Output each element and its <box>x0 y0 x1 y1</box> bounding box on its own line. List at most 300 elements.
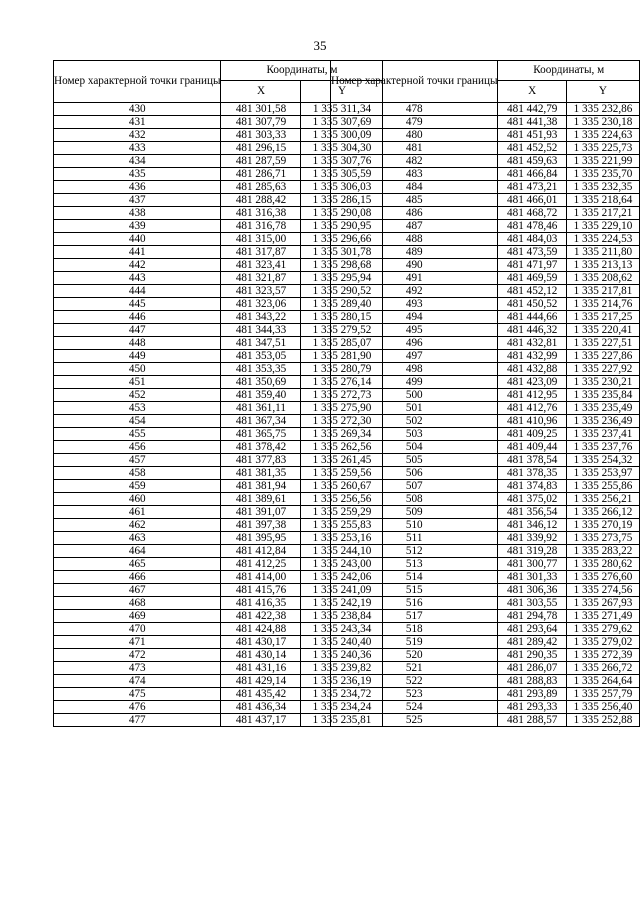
cell-point-number: 474 <box>54 675 221 688</box>
cell-point-number: 435 <box>54 168 221 181</box>
cell-y: 1 335 224,53 <box>566 233 639 246</box>
cell-y: 1 335 270,19 <box>566 519 639 532</box>
cell-x: 481 347,51 <box>221 337 301 350</box>
header-x: X <box>221 81 301 103</box>
cell-point-number: 513 <box>331 558 498 571</box>
table-row <box>331 142 640 155</box>
cell-point-number: 487 <box>331 220 498 233</box>
table-row <box>331 610 640 623</box>
table-row <box>331 311 640 324</box>
cell-x: 481 430,14 <box>221 649 301 662</box>
cell-x: 481 459,63 <box>498 155 566 168</box>
cell-point-number: 501 <box>331 402 498 415</box>
cell-point-number: 519 <box>331 636 498 649</box>
cell-y: 1 335 267,93 <box>566 597 639 610</box>
cell-y: 1 335 255,86 <box>566 480 639 493</box>
table-row <box>331 597 640 610</box>
cell-y: 1 335 235,70 <box>566 168 639 181</box>
cell-x: 481 452,52 <box>498 142 566 155</box>
cell-y: 1 335 279,62 <box>566 623 639 636</box>
cell-y: 1 335 280,62 <box>566 558 639 571</box>
cell-point-number: 454 <box>54 415 221 428</box>
cell-point-number: 503 <box>331 428 498 441</box>
cell-y: 1 335 272,30 <box>301 415 383 428</box>
table-row <box>331 480 640 493</box>
cell-y: 1 335 235,81 <box>301 714 383 727</box>
cell-x: 481 473,21 <box>498 181 566 194</box>
cell-x: 481 339,92 <box>498 532 566 545</box>
cell-y: 1 335 227,51 <box>566 337 639 350</box>
cell-point-number: 465 <box>54 558 221 571</box>
cell-x: 481 432,81 <box>498 337 566 350</box>
table-row <box>331 207 640 220</box>
cell-point-number: 462 <box>54 519 221 532</box>
cell-point-number: 449 <box>54 350 221 363</box>
cell-x: 481 350,69 <box>221 376 301 389</box>
cell-point-number: 524 <box>331 701 498 714</box>
table-row <box>331 584 640 597</box>
cell-x: 481 287,59 <box>221 155 301 168</box>
cell-x: 481 415,76 <box>221 584 301 597</box>
cell-point-number: 485 <box>331 194 498 207</box>
cell-point-number: 466 <box>54 571 221 584</box>
cell-y: 1 335 225,73 <box>566 142 639 155</box>
cell-y: 1 335 266,12 <box>566 506 639 519</box>
table-row <box>331 714 640 727</box>
cell-x: 481 442,79 <box>498 103 566 116</box>
cell-x: 481 412,95 <box>498 389 566 402</box>
cell-x: 481 414,00 <box>221 571 301 584</box>
cell-point-number: 458 <box>54 467 221 480</box>
cell-point-number: 433 <box>54 142 221 155</box>
table-row <box>331 363 640 376</box>
table-row <box>331 389 640 402</box>
cell-y: 1 335 256,56 <box>301 493 383 506</box>
cell-y: 1 335 283,22 <box>566 545 639 558</box>
cell-x: 481 430,17 <box>221 636 301 649</box>
cell-x: 481 423,09 <box>498 376 566 389</box>
cell-x: 481 451,93 <box>498 129 566 142</box>
table-row <box>331 675 640 688</box>
cell-y: 1 335 281,90 <box>301 350 383 363</box>
table-row <box>331 467 640 480</box>
cell-y: 1 335 217,81 <box>566 285 639 298</box>
cell-y: 1 335 214,76 <box>566 298 639 311</box>
cell-y: 1 335 236,49 <box>566 415 639 428</box>
cell-point-number: 493 <box>331 298 498 311</box>
cell-y: 1 335 280,15 <box>301 311 383 324</box>
cell-point-number: 490 <box>331 259 498 272</box>
cell-x: 481 306,36 <box>498 584 566 597</box>
cell-x: 481 416,35 <box>221 597 301 610</box>
cell-y: 1 335 234,24 <box>301 701 383 714</box>
cell-point-number: 459 <box>54 480 221 493</box>
cell-x: 481 343,22 <box>221 311 301 324</box>
cell-point-number: 467 <box>54 584 221 597</box>
cell-x: 481 323,06 <box>221 298 301 311</box>
cell-point-number: 496 <box>331 337 498 350</box>
cell-point-number: 451 <box>54 376 221 389</box>
cell-x: 481 288,57 <box>498 714 566 727</box>
table-row <box>331 233 640 246</box>
header-x: X <box>498 81 566 103</box>
cell-point-number: 443 <box>54 272 221 285</box>
cell-x: 481 378,35 <box>498 467 566 480</box>
cell-point-number: 512 <box>331 545 498 558</box>
cell-y: 1 335 295,94 <box>301 272 383 285</box>
cell-y: 1 335 307,69 <box>301 116 383 129</box>
cell-x: 481 286,07 <box>498 662 566 675</box>
cell-x: 481 367,34 <box>221 415 301 428</box>
cell-y: 1 335 256,21 <box>566 493 639 506</box>
cell-x: 481 375,02 <box>498 493 566 506</box>
cell-y: 1 335 276,60 <box>566 571 639 584</box>
cell-x: 481 444,66 <box>498 311 566 324</box>
cell-point-number: 521 <box>331 662 498 675</box>
cell-y: 1 335 237,76 <box>566 441 639 454</box>
table-row <box>331 168 640 181</box>
cell-y: 1 335 211,80 <box>566 246 639 259</box>
cell-point-number: 504 <box>331 441 498 454</box>
cell-x: 481 289,42 <box>498 636 566 649</box>
cell-y: 1 335 280,79 <box>301 363 383 376</box>
cell-y: 1 335 241,09 <box>301 584 383 597</box>
cell-y: 1 335 217,25 <box>566 311 639 324</box>
cell-point-number: 489 <box>331 246 498 259</box>
cell-x: 481 409,25 <box>498 428 566 441</box>
cell-point-number: 518 <box>331 623 498 636</box>
cell-y: 1 335 238,84 <box>301 610 383 623</box>
cell-x: 481 424,88 <box>221 623 301 636</box>
cell-x: 481 391,07 <box>221 506 301 519</box>
cell-point-number: 437 <box>54 194 221 207</box>
cell-y: 1 335 273,75 <box>566 532 639 545</box>
table-row <box>331 545 640 558</box>
cell-x: 481 307,79 <box>221 116 301 129</box>
cell-y: 1 335 252,88 <box>566 714 639 727</box>
table-row <box>331 116 640 129</box>
cell-point-number: 448 <box>54 337 221 350</box>
cell-x: 481 422,38 <box>221 610 301 623</box>
cell-y: 1 335 254,32 <box>566 454 639 467</box>
cell-x: 481 294,78 <box>498 610 566 623</box>
cell-y: 1 335 306,03 <box>301 181 383 194</box>
cell-point-number: 483 <box>331 168 498 181</box>
cell-point-number: 464 <box>54 545 221 558</box>
cell-x: 481 323,57 <box>221 285 301 298</box>
cell-y: 1 335 266,72 <box>566 662 639 675</box>
table-row <box>331 350 640 363</box>
cell-x: 481 395,95 <box>221 532 301 545</box>
cell-x: 481 300,77 <box>498 558 566 571</box>
table-row <box>331 194 640 207</box>
cell-point-number: 456 <box>54 441 221 454</box>
cell-point-number: 446 <box>54 311 221 324</box>
cell-point-number: 495 <box>331 324 498 337</box>
cell-x: 481 346,12 <box>498 519 566 532</box>
cell-point-number: 505 <box>331 454 498 467</box>
table-row <box>331 402 640 415</box>
table-row <box>331 662 640 675</box>
cell-x: 481 319,28 <box>498 545 566 558</box>
cell-point-number: 431 <box>54 116 221 129</box>
cell-y: 1 335 262,56 <box>301 441 383 454</box>
cell-x: 481 432,99 <box>498 350 566 363</box>
table-row <box>331 298 640 311</box>
cell-y: 1 335 256,40 <box>566 701 639 714</box>
cell-point-number: 494 <box>331 311 498 324</box>
cell-x: 481 288,42 <box>221 194 301 207</box>
cell-x: 481 397,38 <box>221 519 301 532</box>
cell-y: 1 335 227,86 <box>566 350 639 363</box>
cell-point-number: 514 <box>331 571 498 584</box>
cell-y: 1 335 290,95 <box>301 220 383 233</box>
table-row <box>331 558 640 571</box>
cell-y: 1 335 305,59 <box>301 168 383 181</box>
table-row <box>331 103 640 116</box>
coordinates-table-right <box>330 60 640 727</box>
cell-point-number: 507 <box>331 480 498 493</box>
cell-point-number: 455 <box>54 428 221 441</box>
cell-y: 1 335 255,83 <box>301 519 383 532</box>
cell-y: 1 335 235,49 <box>566 402 639 415</box>
cell-x: 481 321,87 <box>221 272 301 285</box>
cell-x: 481 450,52 <box>498 298 566 311</box>
cell-y: 1 335 290,08 <box>301 207 383 220</box>
table-row <box>331 324 640 337</box>
cell-x: 481 389,61 <box>221 493 301 506</box>
cell-x: 481 378,54 <box>498 454 566 467</box>
cell-y: 1 335 208,62 <box>566 272 639 285</box>
cell-point-number: 469 <box>54 610 221 623</box>
cell-x: 481 412,25 <box>221 558 301 571</box>
cell-x: 481 361,11 <box>221 402 301 415</box>
cell-point-number: 480 <box>331 129 498 142</box>
table-row <box>331 272 640 285</box>
cell-y: 1 335 301,78 <box>301 246 383 259</box>
cell-point-number: 471 <box>54 636 221 649</box>
cell-point-number: 445 <box>54 298 221 311</box>
header-point-number: Номер характерной точки границы <box>331 61 498 103</box>
cell-x: 481 378,42 <box>221 441 301 454</box>
cell-x: 481 353,05 <box>221 350 301 363</box>
cell-point-number: 453 <box>54 402 221 415</box>
cell-x: 481 301,33 <box>498 571 566 584</box>
cell-y: 1 335 213,13 <box>566 259 639 272</box>
cell-point-number: 508 <box>331 493 498 506</box>
cell-point-number: 442 <box>54 259 221 272</box>
table-row <box>331 623 640 636</box>
cell-y: 1 335 307,76 <box>301 155 383 168</box>
cell-x: 481 344,33 <box>221 324 301 337</box>
cell-y: 1 335 220,41 <box>566 324 639 337</box>
cell-point-number: 457 <box>54 454 221 467</box>
cell-point-number: 441 <box>54 246 221 259</box>
cell-x: 481 303,33 <box>221 129 301 142</box>
cell-point-number: 463 <box>54 532 221 545</box>
cell-x: 481 412,84 <box>221 545 301 558</box>
cell-point-number: 452 <box>54 389 221 402</box>
cell-x: 481 286,71 <box>221 168 301 181</box>
cell-x: 481 429,14 <box>221 675 301 688</box>
cell-x: 481 446,32 <box>498 324 566 337</box>
cell-y: 1 335 311,34 <box>301 103 383 116</box>
table-row <box>331 688 640 701</box>
cell-y: 1 335 257,79 <box>566 688 639 701</box>
cell-x: 481 484,03 <box>498 233 566 246</box>
cell-x: 481 315,00 <box>221 233 301 246</box>
table-row <box>331 155 640 168</box>
cell-point-number: 481 <box>331 142 498 155</box>
table-row <box>331 506 640 519</box>
cell-y: 1 335 275,90 <box>301 402 383 415</box>
cell-y: 1 335 264,64 <box>566 675 639 688</box>
cell-point-number: 492 <box>331 285 498 298</box>
cell-point-number: 523 <box>331 688 498 701</box>
cell-y: 1 335 221,99 <box>566 155 639 168</box>
cell-x: 481 377,83 <box>221 454 301 467</box>
cell-y: 1 335 272,73 <box>301 389 383 402</box>
cell-point-number: 491 <box>331 272 498 285</box>
cell-y: 1 335 253,16 <box>301 532 383 545</box>
cell-y: 1 335 300,09 <box>301 129 383 142</box>
cell-point-number: 450 <box>54 363 221 376</box>
table-row <box>331 532 640 545</box>
cell-point-number: 475 <box>54 688 221 701</box>
cell-y: 1 335 269,34 <box>301 428 383 441</box>
cell-x: 481 437,17 <box>221 714 301 727</box>
cell-x: 481 412,76 <box>498 402 566 415</box>
cell-point-number: 520 <box>331 649 498 662</box>
cell-point-number: 473 <box>54 662 221 675</box>
cell-point-number: 509 <box>331 506 498 519</box>
table-row <box>331 259 640 272</box>
table-row <box>331 571 640 584</box>
cell-point-number: 436 <box>54 181 221 194</box>
header-y: Y <box>566 81 639 103</box>
page-number: 35 <box>313 38 327 53</box>
cell-y: 1 335 230,21 <box>566 376 639 389</box>
table-row <box>331 428 640 441</box>
cell-point-number: 434 <box>54 155 221 168</box>
cell-point-number: 500 <box>331 389 498 402</box>
cell-y: 1 335 239,82 <box>301 662 383 675</box>
cell-x: 481 317,87 <box>221 246 301 259</box>
cell-x: 481 471,97 <box>498 259 566 272</box>
cell-x: 481 353,35 <box>221 363 301 376</box>
cell-x: 481 410,96 <box>498 415 566 428</box>
cell-y: 1 335 279,52 <box>301 324 383 337</box>
table-row <box>331 649 640 662</box>
cell-point-number: 444 <box>54 285 221 298</box>
cell-point-number: 468 <box>54 597 221 610</box>
cell-y: 1 335 244,10 <box>301 545 383 558</box>
cell-point-number: 516 <box>331 597 498 610</box>
cell-y: 1 335 242,06 <box>301 571 383 584</box>
cell-y: 1 335 234,72 <box>301 688 383 701</box>
cell-x: 481 468,72 <box>498 207 566 220</box>
header-coordinates: Координаты, м <box>221 61 383 81</box>
cell-x: 481 293,89 <box>498 688 566 701</box>
cell-y: 1 335 217,21 <box>566 207 639 220</box>
cell-x: 481 381,35 <box>221 467 301 480</box>
cell-x: 481 293,33 <box>498 701 566 714</box>
table-row <box>331 415 640 428</box>
cell-y: 1 335 261,45 <box>301 454 383 467</box>
table-row <box>331 181 640 194</box>
cell-x: 481 356,54 <box>498 506 566 519</box>
cell-y: 1 335 236,19 <box>301 675 383 688</box>
cell-point-number: 486 <box>331 207 498 220</box>
table-row <box>331 129 640 142</box>
cell-point-number: 432 <box>54 129 221 142</box>
header-y: Y <box>301 81 383 103</box>
cell-y: 1 335 242,19 <box>301 597 383 610</box>
cell-point-number: 506 <box>331 467 498 480</box>
cell-x: 481 285,63 <box>221 181 301 194</box>
cell-point-number: 484 <box>331 181 498 194</box>
cell-point-number: 476 <box>54 701 221 714</box>
cell-x: 481 365,75 <box>221 428 301 441</box>
table-body-right <box>331 103 640 727</box>
cell-y: 1 335 224,63 <box>566 129 639 142</box>
cell-y: 1 335 285,07 <box>301 337 383 350</box>
cell-x: 481 303,55 <box>498 597 566 610</box>
cell-point-number: 440 <box>54 233 221 246</box>
cell-point-number: 439 <box>54 220 221 233</box>
cell-y: 1 335 240,36 <box>301 649 383 662</box>
cell-y: 1 335 271,49 <box>566 610 639 623</box>
cell-point-number: 511 <box>331 532 498 545</box>
cell-x: 481 288,83 <box>498 675 566 688</box>
cell-y: 1 335 259,29 <box>301 506 383 519</box>
cell-y: 1 335 235,84 <box>566 389 639 402</box>
table-row <box>331 519 640 532</box>
cell-x: 481 469,59 <box>498 272 566 285</box>
cell-point-number: 517 <box>331 610 498 623</box>
table-row <box>331 376 640 389</box>
cell-x: 481 296,15 <box>221 142 301 155</box>
cell-y: 1 335 289,40 <box>301 298 383 311</box>
cell-x: 481 409,44 <box>498 441 566 454</box>
cell-x: 481 381,94 <box>221 480 301 493</box>
cell-point-number: 510 <box>331 519 498 532</box>
cell-point-number: 525 <box>331 714 498 727</box>
cell-point-number: 430 <box>54 103 221 116</box>
cell-y: 1 335 260,67 <box>301 480 383 493</box>
cell-point-number: 515 <box>331 584 498 597</box>
table-row <box>331 493 640 506</box>
cell-point-number: 488 <box>331 233 498 246</box>
cell-y: 1 335 304,30 <box>301 142 383 155</box>
cell-x: 481 290,35 <box>498 649 566 662</box>
table-row <box>331 701 640 714</box>
cell-point-number: 502 <box>331 415 498 428</box>
cell-point-number: 498 <box>331 363 498 376</box>
cell-point-number: 497 <box>331 350 498 363</box>
cell-y: 1 335 232,86 <box>566 103 639 116</box>
cell-y: 1 335 272,39 <box>566 649 639 662</box>
cell-x: 481 323,41 <box>221 259 301 272</box>
cell-y: 1 335 286,15 <box>301 194 383 207</box>
cell-x: 481 466,01 <box>498 194 566 207</box>
cell-y: 1 335 240,40 <box>301 636 383 649</box>
cell-y: 1 335 259,56 <box>301 467 383 480</box>
cell-point-number: 461 <box>54 506 221 519</box>
cell-y: 1 335 298,68 <box>301 259 383 272</box>
table-row <box>331 337 640 350</box>
cell-y: 1 335 290,52 <box>301 285 383 298</box>
